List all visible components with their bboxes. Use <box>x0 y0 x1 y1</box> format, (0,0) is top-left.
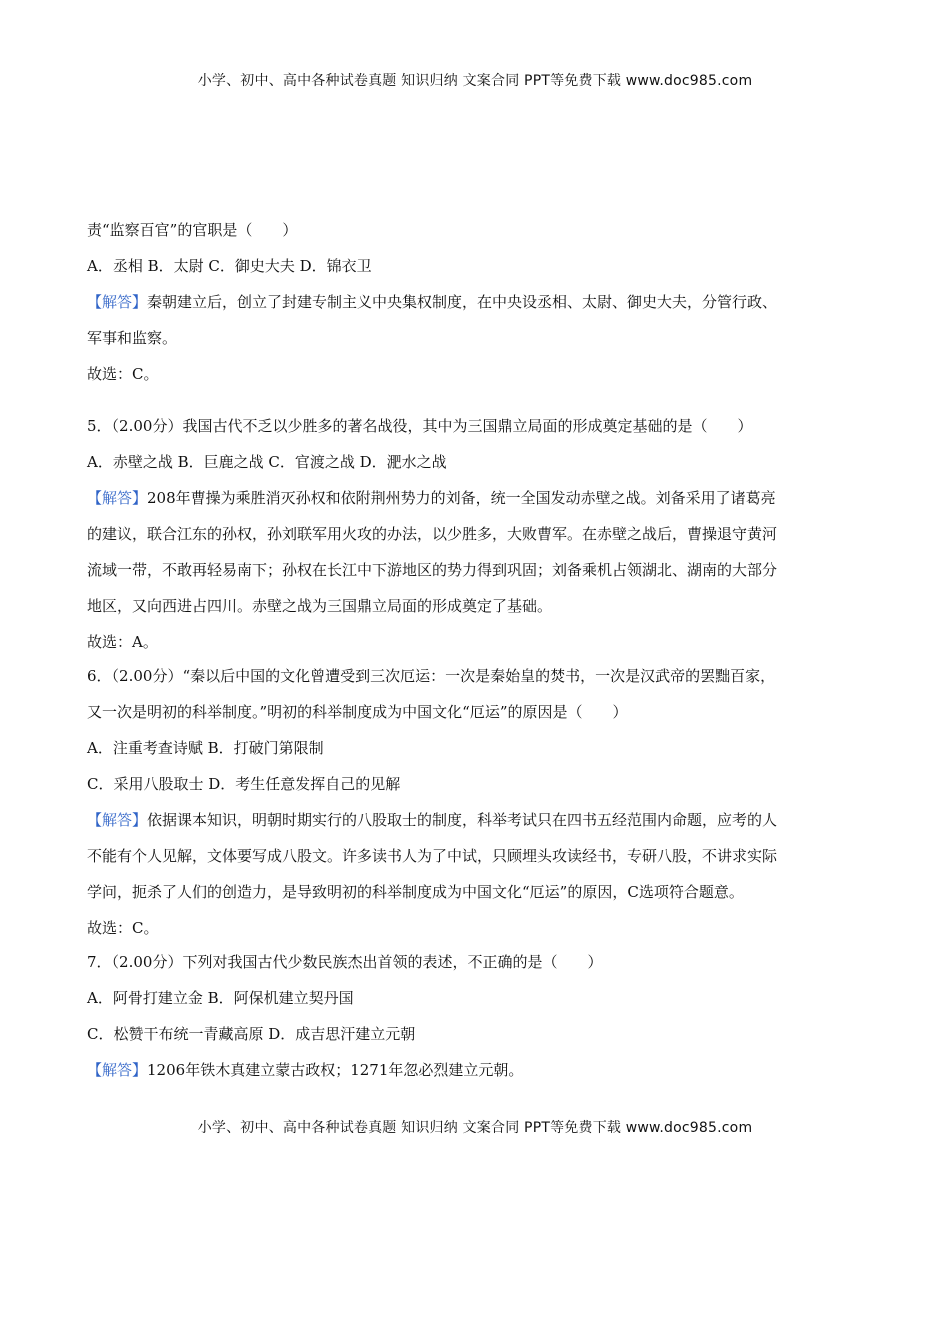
q6-answer-line-1: 【解答】依据课本知识，明朝时期实行的八股取士的制度，科举考试只在四书五经范围内命题，应考的人 <box>87 811 778 829</box>
answer-label: 【解答】 <box>87 489 148 507</box>
document-body <box>87 220 879 1096</box>
page-header: 小学、初中、高中各种试卷真题 知识归纳 文案合同 PPT等免费下载 www.doc985.com <box>197 73 753 89</box>
q6-stem-line-1: 6．（2.00分）“秦以后中国的文化曾遭受到三次厄运：一次是秦始皇的焚书，一次是汉武帝的罢黜百家， <box>87 667 776 685</box>
q6-choice: 故选：C。 <box>87 919 159 937</box>
q5-answer-line-1: 【解答】208年曹操为乘胜消灭孙权和依附荆州势力的刘备，统一全国发动赤壁之战。刘备采用了诸葛亮 <box>87 489 776 507</box>
q4-answer-line-1: 【解答】秦朝建立后，创立了封建专制主义中央集权制度，在中央设丞相、太尉、御史大夫，分管行政、 <box>87 293 778 311</box>
q6-options-line-2: C．采用八股取士 D．考生任意发挥自己的见解 <box>87 775 401 793</box>
page-footer: 小学、初中、高中各种试卷真题 知识归纳 文案合同 PPT等免费下载 www.doc985.com <box>197 1120 753 1136</box>
answer-label: 【解答】 <box>87 1061 148 1079</box>
q7-answer-line-1: 【解答】1206年铁木真建立蒙古政权；1271年忽必烈建立元朝。 <box>87 1061 524 1079</box>
q7-options-line-1: A．阿骨打建立金 B．阿保机建立契丹国 <box>87 989 354 1007</box>
q5-answer-line-2: 的建议，联合江东的孙权，孙刘联军用火攻的办法，以少胜多，大败曹军。在赤壁之战后，曹操退守黄河 <box>87 525 778 543</box>
q5-choice: 故选：A。 <box>87 633 158 651</box>
q6-answer-line-3: 学问，扼杀了人们的创造力，是导致明初的科举制度成为中国文化“厄运”的原因，C选项符合题意。 <box>87 883 744 901</box>
q5-answer-line-3: 流域一带，不敢再轻易南下；孙权在长江中下游地区的势力得到巩固；刘备乘机占领湖北、湖南的大部分 <box>87 561 778 579</box>
q4-choice: 故选：C。 <box>87 365 159 383</box>
q4-answer-line-2: 军事和监察。 <box>87 329 178 347</box>
q7-options-line-2: C．松赞干布统一青藏高原 D．成吉思汗建立元朝 <box>87 1025 416 1043</box>
q5-stem: 5．（2.00分）我国古代不乏以少胜多的著名战役，其中为三国鼎立局面的形成奠定基础的是（ ） <box>87 417 753 435</box>
q4-stem: 责“监察百官”的官职是（ ） <box>87 221 298 239</box>
answer-label: 【解答】 <box>87 293 148 311</box>
q4-options: A．丞相 B．太尉 C．御史大夫 D．锦衣卫 <box>87 257 372 275</box>
q6-options-line-1: A．注重考查诗赋 B．打破门第限制 <box>87 739 324 757</box>
answer-label: 【解答】 <box>87 811 148 829</box>
q6-answer-line-2: 不能有个人见解，文体要写成八股文。许多读书人为了中试，只顾埋头攻读经书，专研八股，不讲求实际 <box>87 847 778 865</box>
q5-options: A．赤壁之战 B．巨鹿之战 C．官渡之战 D．淝水之战 <box>87 453 447 471</box>
q7-stem: 7．（2.00分）下列对我国古代少数民族杰出首领的表述，不正确的是（ ） <box>87 953 603 971</box>
q6-stem-line-2: 又一次是明初的科举制度。”明初的科举制度成为中国文化“厄运”的原因是（ ） <box>87 703 628 721</box>
q5-answer-line-4: 地区，又向西进占四川。赤壁之战为三国鼎立局面的形成奠定了基础。 <box>87 597 553 615</box>
